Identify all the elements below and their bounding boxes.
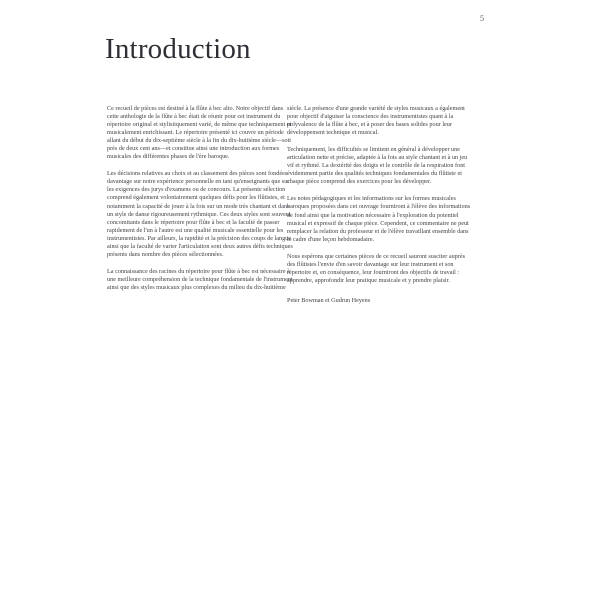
paragraph: Ce recueil de pièces est destiné à la flûte à bec alto. Notre objectif dans cette anthologie de la flûte à bec était de réunir pour cet instrument du répertoire original et stylistiquement varié, de même que techniquement et musicalement enrichissant. Le répertoire présenté ici couvre un période allant du début du dix-septième siècle à la fin du dix-huitième siècle—soit près de deux cent ans—et constitue ainsi une introduction aux formes musicales des différentes phases de l'ère baroque.	[107, 105, 292, 161]
page-number: 5	[480, 14, 484, 23]
left-column	[107, 105, 293, 301]
signature: Peter Bowman et Gudrun Heyens	[287, 296, 371, 304]
right-column	[287, 105, 473, 314]
paragraph: Les notes pédagogiques et les informations sur les formes musicales baroques proposées dans cet ouvrage fourniront à l'élève des informations de fond ainsi que la motivation nécessaire à l'exploration du potentiel musical et expressif de chaque pièce. Cependent, ce commentaire ne peut remplacer la relation du professeur et de l'élève travaillant ensemble dans le cadre d'une leçon hebdomadaire.	[287, 195, 471, 243]
paragraph: Les décisions relatives au choix et au classement des pièces sont fondées davantage sur notre expérience personnelle en tant qu'enseignants que sur les exigences des jurys d'examens ou de concours. La présente sélection comprend également volontairement quelques défis pour les flûtistes, et notamment la capacité de jouer à la fois sur un mode très chantant et dans un style de danse rigoureusement rythmique. Ces deux styles sont souvent concomitants dans le répertoire pour flûte à bec et la faculté de passer rapidement de l'un à l'autre est une qualité musicale essentielle pour les instrumentistes. Par ailleurs, la rapidité et la précision des coups de langue ainsi que la faculté de varier l'articulation sont deux autres défis techniques présents dans nombre des pièces sélectionnées.	[107, 170, 293, 258]
paragraph: Techniquement, les difficultés se limitent en général à développer une articulation nette et précise, adaptée à la fois au style chantant et à un jeu vif et rythmé. La dextérité des doigts et le contrôle de la respiration font évidemment partie des qualités techniques fondamentales du flûtiste et chaque pièce comprend des exercices pour les développer.	[287, 146, 468, 186]
page-title: Introduction	[105, 33, 251, 65]
paragraph: siècle. La présence d'une grande variété de styles musicaux a également pour objectif d'aiguiser la conscience des instrumentistes quant à la polyvalence de la flûte à bec, et à poser des bases solides pour leur développement technique et musical.	[287, 105, 465, 137]
paragraph: La connaissance des racines du répertoire pour flûte à bec est nécessaire à une meilleure compréhension de la technique fondamentale de l'instrument ainsi que des styles musicaux plus complexes du milieu du dix-huitième	[107, 267, 293, 291]
paragraph: Nous espérons que certaines pièces de ce recueil sauront susciter auprès des flûtistes l'envie d'en savoir davantage sur leur instrument et son répertoire et, en conséquence, leur fourniront des objectifs de travail : apprendre, approfondir leur pratique musicale et y prendre plaisir.	[287, 252, 465, 284]
